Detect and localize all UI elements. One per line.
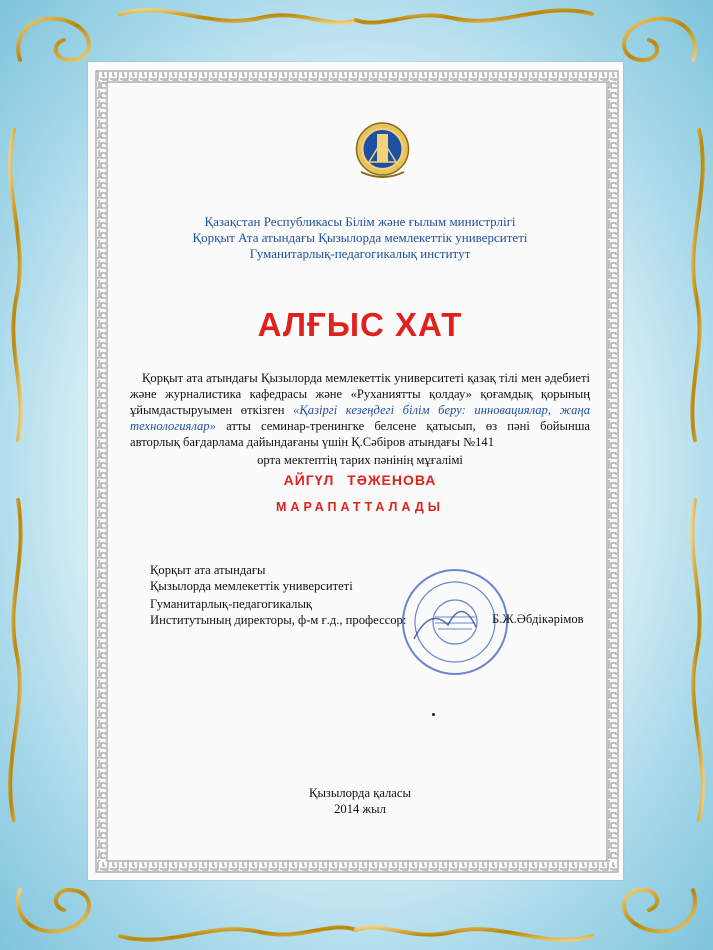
recipient-name: АЙГҮЛ ТӘЖЕНОВА <box>283 472 437 488</box>
body-text-part-2: атты семинар-тренингке белсене қатысып, өз пәні бойынша авторлық бағдарлама дайындағаны үшін Қ.Сәбіров атындағы №141 <box>130 419 590 449</box>
award-line: МАРАПАТТАЛАДЫ <box>276 500 444 514</box>
ink-dot <box>432 713 435 716</box>
school-line: орта мектептің тарих пәнінің мұғалімі <box>257 453 463 467</box>
year-line: 2014 жыл <box>334 802 386 816</box>
university-heading: Қорқыт Ата атындағы Қызылорда мемлекеттік университеті <box>192 230 528 245</box>
ministry-heading: Қазақстан Республикасы Білім және ғылым министрлігі <box>204 214 516 229</box>
body-text-part-1: Қорқыт ата атындағы Қызылорда мемлекеттік университеті қазақ тілі мен әдебиеті және журналистика кафедрасы және «Руханиятты қолдау» қоғамдық қорының ұйымдастыруымен өткізген <box>130 371 590 417</box>
signature-line-3: Гуманитарлық-педагогикалық <box>150 597 313 611</box>
signature-line-4: Институтының директоры, ф-м ғ.д., профессор: <box>150 613 407 627</box>
signature-line-1: Қорқыт ата атындағы <box>150 563 266 577</box>
university-emblem-icon <box>355 120 410 182</box>
signature-line-2: Қызылорда мемлекеттік университеті <box>150 579 353 593</box>
signatory-name: Б.Ж.Әбдікәрімов <box>492 612 584 626</box>
seminar-title: «Қазіргі кезеңдегі білім беру: инновациялар, жаңа технологиялар» <box>130 403 590 433</box>
certificate-body-text <box>130 370 590 450</box>
certificate-title: АЛҒЫС ХАТ <box>257 306 463 343</box>
institute-heading: Гуманитарлық-педагогикалық институт <box>249 246 471 261</box>
city-line: Қызылорда қаласы <box>309 786 411 800</box>
